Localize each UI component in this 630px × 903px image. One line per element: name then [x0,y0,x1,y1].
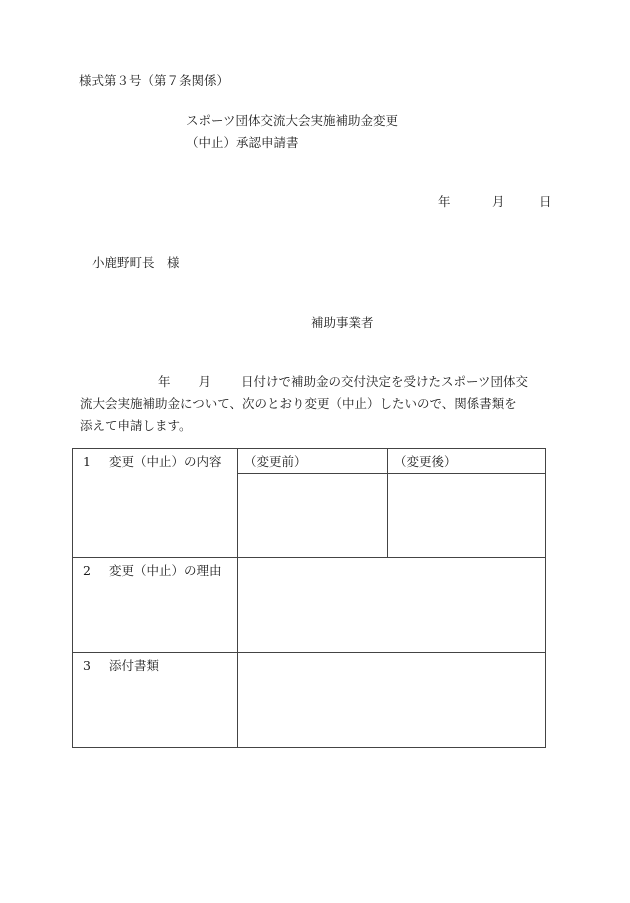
row-number: 2 [83,563,91,578]
before-change-header: （変更前） [238,449,388,474]
date-month-label: 月 [492,194,505,209]
body-month-label: 月 [198,374,212,389]
row-label: 変更（中止）の内容 [109,454,222,469]
applicant-label: 補助事業者 [311,315,374,330]
attachments-label-cell [73,653,238,748]
form-title-line1: スポーツ団体交流大会実施補助金変更 [186,113,399,128]
table-row-attachments [73,653,546,748]
body-line-2: 流大会実施補助金について、次のとおり変更（中止）したいので、関係書類を [80,396,517,411]
table-row-content [73,449,546,474]
row-label: 変更（中止）の理由 [109,563,222,578]
after-change-header: （変更後） [388,449,546,474]
addressee: 小鹿野町長 様 [92,255,180,270]
form-number: 様式第３号（第７条関係） [79,73,230,88]
table-row-reason [73,558,546,653]
attachments-field[interactable] [238,653,546,748]
row-number: 3 [83,658,91,673]
after-change-field[interactable] [388,474,546,558]
body-year-label: 年 [158,374,171,389]
reason-field[interactable] [238,558,546,653]
application-body-text [80,371,550,437]
body-line-3: 添えて申請します。 [80,418,192,433]
before-change-field[interactable] [238,474,388,558]
date-year-label: 年 [438,194,451,209]
content-label-cell [73,449,238,558]
form-title-line2: （中止）承認申請書 [186,135,299,150]
application-details-table [72,448,546,748]
row-label: 添付書類 [109,658,160,673]
reason-label-cell [73,558,238,653]
row-number: 1 [83,454,91,469]
date-day-label: 日 [539,194,552,209]
body-line-1: 年 月 日付けで補助金の交付決定を受けたスポーツ団体交 [158,374,529,389]
